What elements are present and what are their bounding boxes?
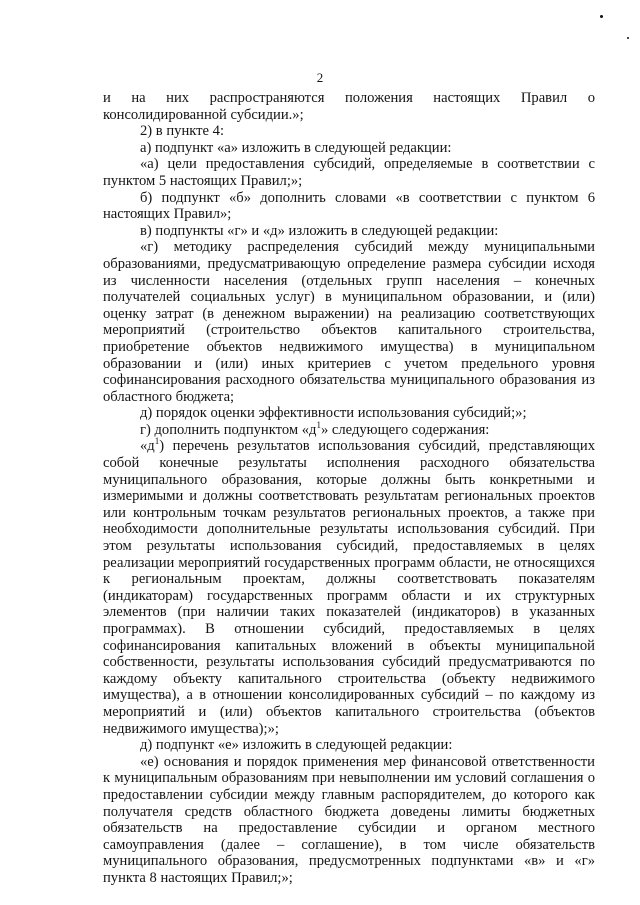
document-body	[103, 90, 595, 887]
paragraph: «е) основания и порядок применения мер финансовой ответственности к муниципальным образованиям при невыполнении им условий соглашения о предоставлении субсидии между главным распорядителем, до которого как получателя средств областного бюджета доведены лимиты бюджетных обязательств на предоставление субсидии и органом местного самоуправления (далее – соглашение), в том числе обязательств муниципального образования, предусмотренных подпунктами «в» и «г» пункта 8 настоящих Правил;»;	[103, 753, 595, 886]
page-number: 2	[316, 70, 324, 85]
superscript: 1	[316, 420, 321, 431]
paragraph-text: ) перечень результатов использования субсидий, представляющих собой конечные результаты исполнения расходного обязательства муниципального образования, которые должны быть конкретными и измеримыми и должны соответствовать результатам региональных проектов или контрольным точкам результатов региональных проектов, а также при необходимости дополнительные результаты использования субсидий. При этом результаты использования субсидий, предоставляемых в целях реализации мероприятий государственных программ области, не относящихся к региональным проектам, должны соответствовать показателям (индикаторам) государственных программ области и их структурных элементов (при наличии таких показателей (индикаторов) в указанных программах). В отношении субсидий, предоставляемых в целях софинансирования капитальных вложений в объекты муниципальной собственности, результаты использования субсидий предусматриваются по каждому объекту капитального строительства (объекту недвижимого имущества), а в отношении консолидированных субсидий – по каждому из мероприятий и (или) объектов капитального строительства (объектов недвижимого имущества);»;	[103, 438, 595, 737]
paragraph: в) подпункты «г» и «д» изложить в следующей редакции:	[140, 222, 499, 239]
paragraph-text: г) дополнить подпунктом «д	[140, 421, 317, 438]
paragraph: «г) методику распределения субсидий между муниципальными образованиями, предусматривающую определение размера субсидии исходя из численности населения (отдельных групп населения – конечных получателей социальных услуг) в муниципальном образовании, и (или) оценку затрат (в денежном выражении) на реализацию соответствующих мероприятий (строительство объектов капитального строительства, приобретение объектов недвижимого имущества) в муниципальном образовании и (или) иных критериев с учетом предельного уровня софинансирования расходного обязательства муниципального образования из областного бюджета;	[103, 239, 595, 405]
paragraph: д) порядок оценки эффективности использования субсидий;»;	[140, 405, 527, 422]
paragraph-text: «д	[140, 438, 155, 455]
paragraph	[103, 422, 595, 439]
paragraph: а) подпункт «а» изложить в следующей редакции:	[140, 139, 452, 156]
paragraph: 2) в пункте 4:	[140, 123, 225, 140]
superscript: 1	[154, 436, 160, 447]
scan-speck	[600, 15, 603, 18]
paragraph: д) подпункт «е» изложить в следующей редакции:	[140, 737, 453, 754]
scan-speck	[627, 37, 629, 39]
paragraph: и на них распространяются положения настоящих Правил о консолидированной субсидии.»;	[103, 90, 595, 123]
paragraph: б) подпункт «б» дополнить словами «в соответствии с пунктом 6 настоящих Правил»;	[103, 189, 595, 223]
paragraph	[103, 438, 595, 737]
paragraph: «а) цели предоставления субсидий, определяемые в соответствии с пунктом 5 настоящих Правил;»;	[103, 156, 595, 189]
paragraph-text: » следующего содержания:	[320, 421, 490, 438]
